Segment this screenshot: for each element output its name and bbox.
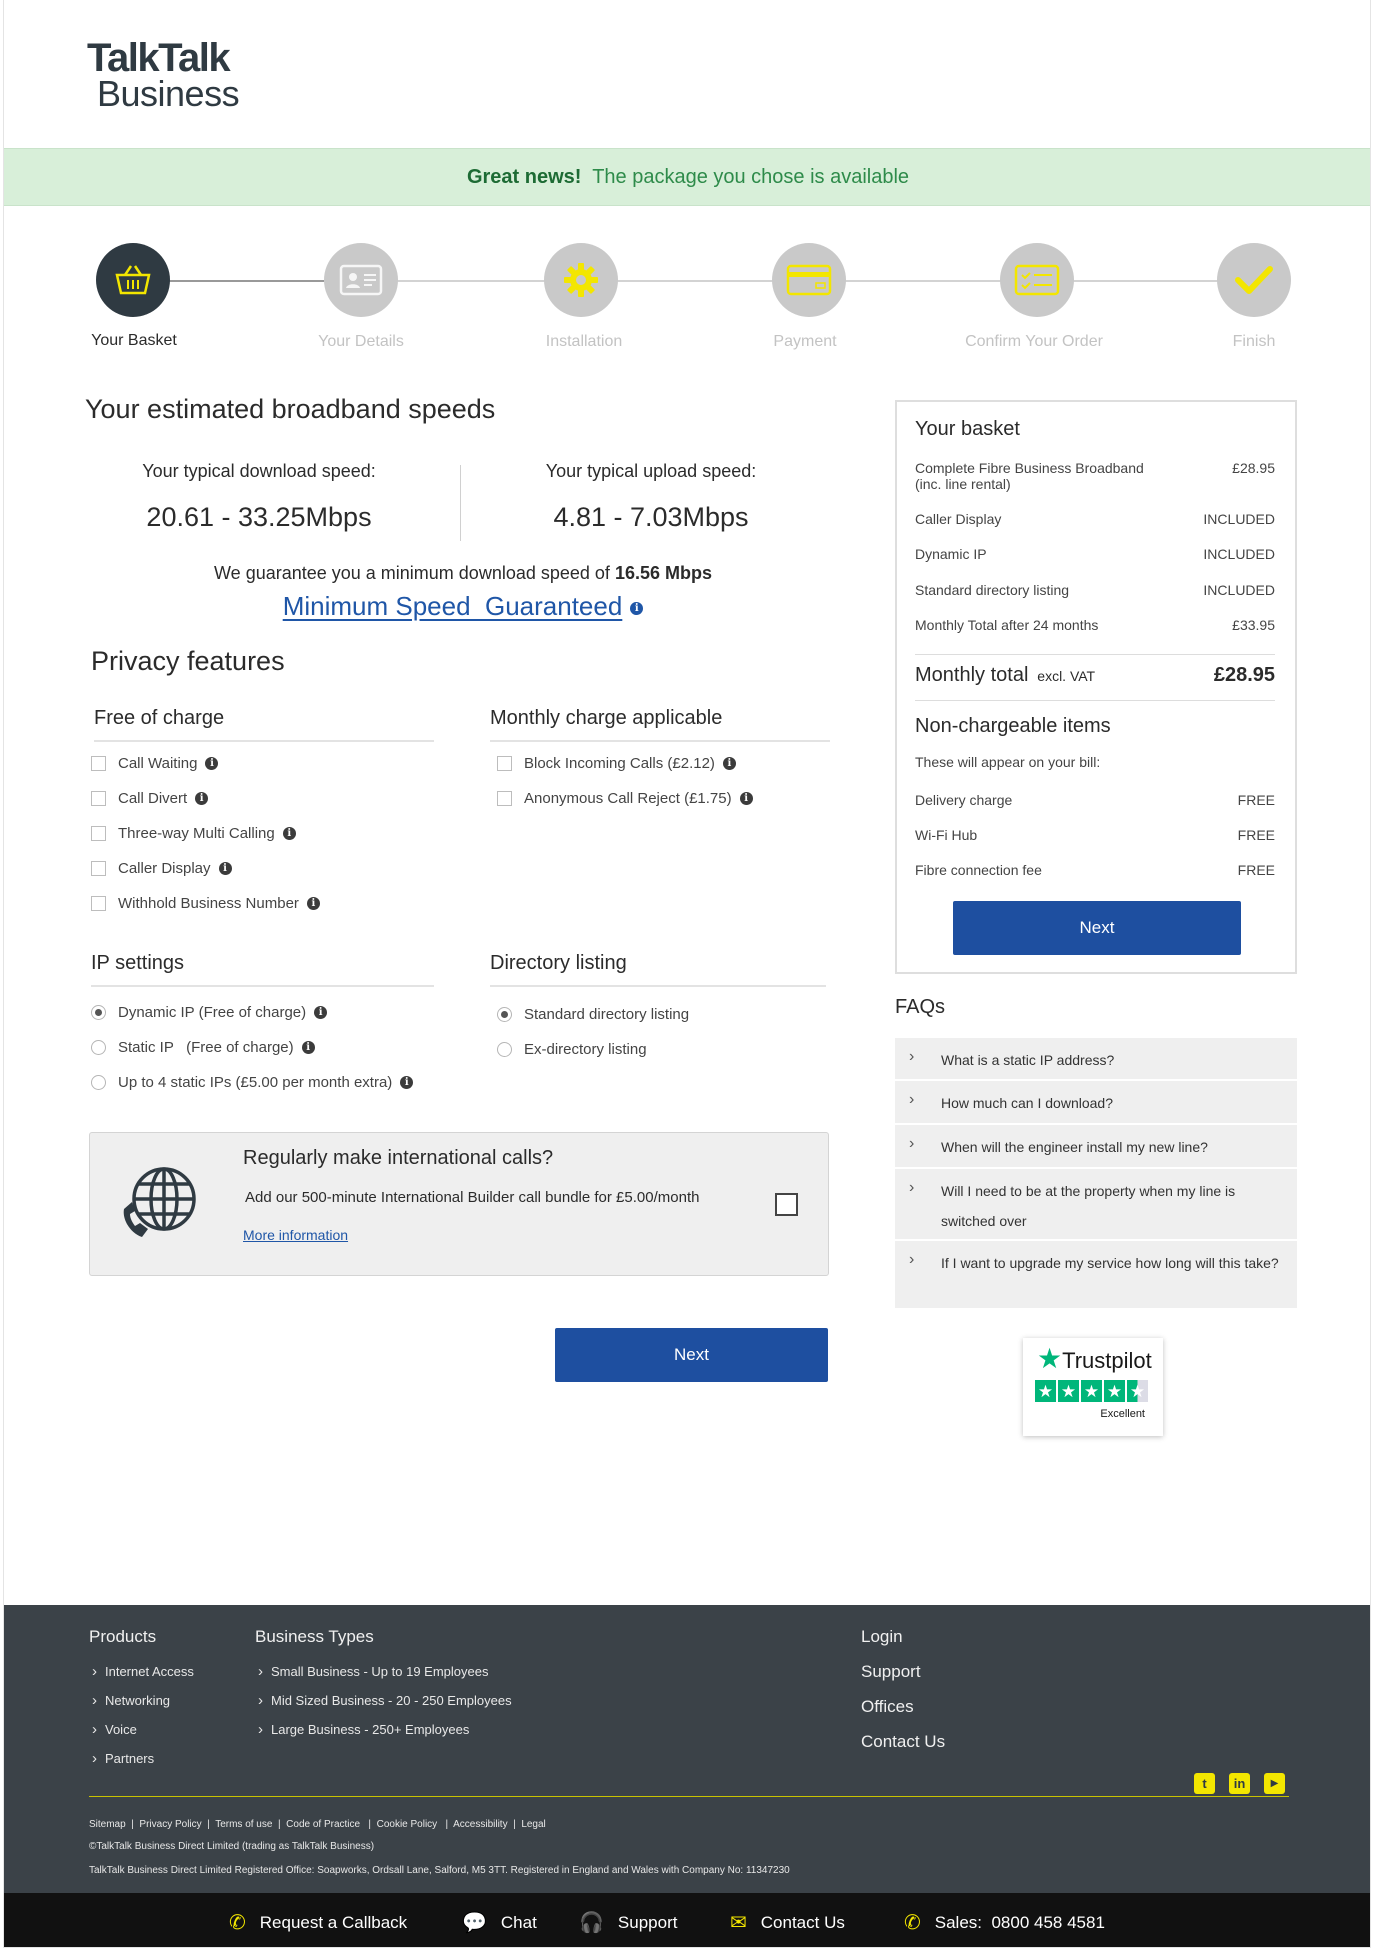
footer-support[interactable]: Support bbox=[861, 1662, 921, 1681]
opt-call-waiting[interactable] bbox=[91, 755, 218, 772]
basket-item-name: Monthly Total after 24 months bbox=[915, 617, 1099, 633]
phone-icon: ✆ bbox=[904, 1912, 921, 1934]
step-finish bbox=[1217, 243, 1291, 317]
info-icon[interactable]: i bbox=[630, 602, 643, 615]
basket-item bbox=[915, 460, 1275, 492]
paid-heading: Monthly charge applicable bbox=[490, 707, 830, 742]
monthly-total-label-group bbox=[915, 664, 1095, 687]
faq-question: What is a static IP address? bbox=[941, 1052, 1115, 1068]
checkbox[interactable] bbox=[91, 791, 106, 806]
checkbox[interactable] bbox=[497, 791, 512, 806]
support[interactable] bbox=[579, 1910, 677, 1935]
basket-item-price: INCLUDED bbox=[1203, 511, 1275, 527]
card-icon bbox=[786, 264, 832, 296]
footer-link-large-business[interactable]: › Large Business - 250+ Employees bbox=[258, 1721, 469, 1738]
dir-standard[interactable] bbox=[497, 1006, 689, 1023]
chevron-right-icon: › bbox=[909, 1179, 915, 1196]
opt-label: Standard directory listing bbox=[524, 1006, 690, 1023]
item-name-line2: (inc. line rental) bbox=[915, 476, 1011, 492]
faq-question bbox=[941, 1176, 1235, 1236]
free-heading: Free of charge bbox=[94, 707, 434, 742]
faq-item[interactable] bbox=[895, 1169, 1297, 1241]
footer-link-small-business[interactable]: › Small Business - Up to 19 Employees bbox=[258, 1663, 488, 1680]
logo-line2: Business bbox=[97, 73, 240, 114]
basket-item bbox=[915, 582, 1275, 598]
item-name: Fibre connection fee bbox=[915, 862, 1042, 878]
step-basket[interactable] bbox=[96, 243, 170, 317]
trustpilot-rating: Excellent bbox=[1100, 1408, 1145, 1420]
guarantee-text: We guarantee you a minimum download speed of bbox=[214, 563, 610, 583]
opt-label: Ex-directory listing bbox=[524, 1041, 647, 1058]
basket-item-price: INCLUDED bbox=[1203, 546, 1275, 562]
step-label-payment: Payment bbox=[773, 333, 837, 350]
faq-item[interactable] bbox=[895, 1125, 1297, 1169]
sales-number: 0800 458 4581 bbox=[991, 1912, 1105, 1932]
legal-code[interactable]: Code of Practice bbox=[286, 1819, 361, 1830]
basket-item-price: £33.95 bbox=[1232, 617, 1275, 633]
info-icon[interactable]: i bbox=[314, 1006, 327, 1019]
info-icon[interactable]: i bbox=[302, 1041, 315, 1054]
checklist-icon bbox=[1014, 264, 1060, 296]
divider bbox=[915, 700, 1275, 701]
talktalk-business-logo[interactable] bbox=[87, 38, 239, 112]
footer-login[interactable]: Login bbox=[861, 1627, 903, 1646]
footer-offices[interactable]: Offices bbox=[861, 1697, 914, 1716]
basket-item-name: Caller Display bbox=[915, 511, 1002, 527]
checkbox[interactable] bbox=[91, 861, 106, 876]
more-information-link[interactable]: More information bbox=[243, 1227, 349, 1243]
privacy-heading: Privacy features bbox=[91, 646, 285, 676]
headset-icon: 🎧 bbox=[579, 1912, 604, 1934]
opt-label: Block Incoming Calls (£2.12) bbox=[524, 755, 715, 772]
vat-note: excl. VAT bbox=[1037, 668, 1096, 684]
gear-icon bbox=[561, 260, 601, 300]
international-promo bbox=[89, 1132, 829, 1276]
checkbox[interactable] bbox=[91, 896, 106, 911]
twitter-icon[interactable]: t bbox=[1194, 1773, 1215, 1794]
basket-item bbox=[915, 511, 1275, 527]
info-icon[interactable]: i bbox=[723, 757, 736, 770]
opt-label: Call Waiting bbox=[118, 755, 198, 772]
footer-link-partners[interactable]: › Partners bbox=[92, 1750, 154, 1767]
faqs-heading: FAQs bbox=[895, 996, 946, 1018]
monthly-total-value: £28.95 bbox=[1213, 664, 1275, 686]
banner-strong: Great news! bbox=[466, 166, 582, 188]
intl-desc: Add our 500-minute International Builder call bundle for £5.00/month bbox=[245, 1189, 700, 1206]
availability-banner bbox=[4, 148, 1371, 206]
info-icon[interactable]: i bbox=[307, 897, 320, 910]
phone-icon: ✆ bbox=[229, 1912, 246, 1934]
basket-icon bbox=[113, 263, 153, 297]
upload-label: Your typical upload speed: bbox=[545, 461, 757, 481]
basket-item-name: Dynamic IP bbox=[915, 546, 987, 562]
star-icon: ★ bbox=[1037, 1382, 1054, 1402]
id-card-icon bbox=[339, 264, 383, 296]
guarantee-value: 16.56 Mbps bbox=[614, 563, 712, 583]
checkbox[interactable] bbox=[91, 826, 106, 841]
footer-link-internet-access[interactable]: › Internet Access bbox=[92, 1663, 194, 1680]
star-icon: ★ bbox=[1129, 1382, 1146, 1402]
footer-contact-us[interactable]: Contact Us bbox=[861, 1732, 946, 1751]
chevron-right-icon: › bbox=[909, 1135, 915, 1152]
chevron-right-icon: › bbox=[909, 1048, 915, 1065]
item-name: Wi-Fi Hub bbox=[915, 827, 978, 843]
banner-text: The package you chose is available bbox=[592, 166, 910, 188]
monthly-total-label: Monthly total bbox=[915, 664, 1029, 686]
opt-label: Anonymous Call Reject (£1.75) bbox=[524, 790, 732, 807]
trustpilot-badge[interactable] bbox=[1023, 1338, 1163, 1436]
item-price: FREE bbox=[1237, 827, 1275, 843]
chat-bubble-icon: 💬 bbox=[462, 1912, 487, 1934]
youtube-icon[interactable]: ▶ bbox=[1264, 1773, 1285, 1794]
step-label-details: Your Details bbox=[318, 333, 404, 350]
legal-terms[interactable]: Terms of use bbox=[215, 1819, 273, 1830]
legal-cookie[interactable]: Cookie Policy bbox=[376, 1819, 438, 1830]
contact-label: Contact Us bbox=[760, 1912, 845, 1932]
footer bbox=[4, 1605, 1371, 1893]
info-icon[interactable]: i bbox=[400, 1076, 413, 1089]
step-label-installation: Installation bbox=[545, 333, 623, 350]
chat-label: Chat bbox=[500, 1912, 537, 1932]
faq-list bbox=[895, 1038, 1297, 1308]
speeds-divider bbox=[460, 465, 461, 541]
footer-link-mid-business[interactable]: › Mid Sized Business - 20 - 250 Employees bbox=[258, 1692, 512, 1709]
basket-panel bbox=[895, 400, 1297, 974]
basket-title: Your basket bbox=[915, 418, 1020, 440]
item-price: FREE bbox=[1237, 862, 1275, 878]
step-label-finish: Finish bbox=[1232, 333, 1276, 350]
chevron-right-icon: › bbox=[909, 1091, 915, 1108]
checkbox[interactable] bbox=[91, 756, 106, 771]
basket-item bbox=[915, 617, 1275, 633]
item-price: FREE bbox=[1237, 792, 1275, 808]
step-label-basket: Your Basket bbox=[91, 332, 177, 349]
checkbox[interactable] bbox=[497, 756, 512, 771]
opt-label: Caller Display bbox=[118, 860, 211, 877]
trustpilot-name: Trustpilot bbox=[1062, 1348, 1152, 1373]
step-label-confirm: Confirm Your Order bbox=[965, 333, 1103, 350]
speeds-heading: Your estimated broadband speeds bbox=[85, 394, 496, 424]
radio-button[interactable] bbox=[91, 1040, 106, 1055]
envelope-icon: ✉ bbox=[730, 1912, 747, 1934]
basket-item-price: £28.95 bbox=[1232, 460, 1275, 476]
request-callback[interactable] bbox=[229, 1910, 407, 1935]
faq-question-line1: Will I need to be at the property when my line is bbox=[941, 1183, 1236, 1199]
opt-label: Withhold Business Number bbox=[118, 895, 299, 912]
chevron-right-icon: › bbox=[909, 1251, 915, 1268]
trustpilot-stars-icon bbox=[1035, 1380, 1151, 1405]
next-button[interactable]: Next bbox=[555, 1328, 828, 1382]
nonchargeable-item bbox=[915, 792, 1275, 808]
ip-heading: IP settings bbox=[91, 952, 434, 987]
star-icon: ★ bbox=[1060, 1382, 1077, 1402]
trustpilot-logo bbox=[1037, 1342, 1152, 1375]
contact-us[interactable] bbox=[730, 1910, 845, 1935]
footer-link-voice[interactable]: › Voice bbox=[92, 1721, 137, 1738]
info-icon[interactable]: i bbox=[205, 757, 218, 770]
basket-item-price: INCLUDED bbox=[1203, 582, 1275, 598]
ip-static[interactable] bbox=[91, 1039, 315, 1056]
sales-label: Sales: bbox=[934, 1912, 983, 1932]
item-name-line1: Complete Fibre Business Broadband bbox=[915, 460, 1144, 476]
faq-item[interactable] bbox=[895, 1241, 1297, 1308]
opt-caller-display[interactable] bbox=[91, 860, 232, 877]
step-confirm bbox=[1000, 243, 1074, 317]
footer-link-networking[interactable]: › Networking bbox=[92, 1692, 170, 1709]
faq-question: When will the engineer install my new line? bbox=[941, 1139, 1208, 1155]
star-icon: ★ bbox=[1083, 1382, 1100, 1402]
opt-label: Three-way Multi Calling bbox=[118, 825, 275, 842]
directory-heading: Directory listing bbox=[490, 952, 826, 987]
ip-dynamic[interactable] bbox=[91, 1004, 327, 1021]
faq-item[interactable] bbox=[895, 1038, 1297, 1081]
copyright: ©TalkTalk Business Direct Limited (trading as TalkTalk Business) bbox=[89, 1841, 375, 1852]
radio-button[interactable] bbox=[91, 1075, 106, 1090]
star-icon: ★ bbox=[1106, 1382, 1123, 1402]
legal-privacy[interactable]: Privacy Policy bbox=[139, 1819, 202, 1830]
basket-item-name bbox=[915, 460, 1144, 492]
step-installation bbox=[544, 243, 618, 317]
intl-title: Regularly make international calls? bbox=[243, 1147, 554, 1169]
products-heading: Products bbox=[89, 1627, 157, 1646]
basket-item-name: Standard directory listing bbox=[915, 582, 1070, 598]
business-types-heading: Business Types bbox=[255, 1627, 374, 1646]
step-payment bbox=[772, 243, 846, 317]
download-value: 20.61 - 33.25Mbps bbox=[146, 502, 372, 532]
nonchargeable-item bbox=[915, 827, 1275, 843]
faq-question: If I want to upgrade my service how long will this take? bbox=[941, 1255, 1279, 1271]
radio-button[interactable] bbox=[497, 1042, 512, 1057]
registered-office: TalkTalk Business Direct Limited Registered Office: Soapworks, Ordsall Lane, Salford, M5 3TT. Registered in England and Wales with Company No: 11347230 bbox=[89, 1865, 790, 1876]
nonchargeable-title: Non-chargeable items bbox=[915, 715, 1111, 737]
monthly-total-row bbox=[915, 664, 1275, 687]
opt-label: Call Divert bbox=[118, 790, 188, 807]
item-name: Delivery charge bbox=[915, 792, 1013, 808]
info-icon[interactable]: i bbox=[219, 862, 232, 875]
ip-four-static[interactable] bbox=[91, 1074, 413, 1091]
faq-question: How much can I download? bbox=[941, 1095, 1113, 1111]
globe-phone-icon bbox=[118, 1161, 200, 1243]
radio-button[interactable] bbox=[91, 1005, 106, 1020]
opt-label: Dynamic IP (Free of charge) bbox=[118, 1004, 307, 1021]
radio-button[interactable] bbox=[497, 1007, 512, 1022]
opt-call-divert[interactable] bbox=[91, 790, 208, 807]
trustpilot-star-icon: ★ bbox=[1037, 1343, 1063, 1374]
opt-block-incoming[interactable] bbox=[497, 755, 736, 772]
support-label: Support bbox=[617, 1912, 678, 1932]
legal-sitemap[interactable]: Sitemap bbox=[89, 1819, 126, 1830]
basket-next-button[interactable]: Next bbox=[953, 901, 1241, 955]
faq-question-line2: switched over bbox=[941, 1213, 1027, 1229]
divider bbox=[915, 654, 1275, 655]
faq-item[interactable] bbox=[895, 1081, 1297, 1125]
bottom-contact-bar bbox=[4, 1893, 1371, 1948]
info-icon[interactable]: i bbox=[740, 792, 753, 805]
upload-value: 4.81 - 7.03Mbps bbox=[553, 502, 749, 532]
min-speed-link-row bbox=[84, 591, 842, 622]
min-speed-link[interactable]: Minimum Speed Guaranteed bbox=[282, 591, 623, 621]
logo-line1: TalkTalk bbox=[87, 36, 230, 80]
opt-label: Up to 4 static IPs (£5.00 per month extra) bbox=[118, 1074, 393, 1091]
opt-three-way[interactable] bbox=[91, 825, 296, 842]
info-icon[interactable]: i bbox=[195, 792, 208, 805]
check-icon bbox=[1234, 264, 1274, 296]
callback-label: Request a Callback bbox=[259, 1912, 408, 1932]
basket-item bbox=[915, 546, 1275, 562]
nonchargeable-item bbox=[915, 862, 1275, 878]
opt-withhold-number[interactable] bbox=[91, 895, 320, 912]
sales-phone[interactable] bbox=[904, 1910, 1105, 1935]
speed-guarantee bbox=[84, 563, 842, 584]
step-details bbox=[324, 243, 398, 317]
opt-anonymous-reject[interactable] bbox=[497, 790, 753, 807]
legal-legal[interactable]: Legal bbox=[521, 1819, 546, 1830]
nonchargeable-note: These will appear on your bill: bbox=[915, 754, 1101, 770]
opt-label: Static IP (Free of charge) bbox=[118, 1039, 294, 1056]
footer-divider bbox=[89, 1796, 1289, 1797]
legal-links: Sitemap | Privacy Policy | Terms of use | Code of Practice | Cookie Policy | Accessibility | Legal bbox=[89, 1819, 546, 1830]
chat[interactable] bbox=[462, 1910, 537, 1935]
download-label: Your typical download speed: bbox=[142, 461, 376, 481]
dir-ex-directory[interactable] bbox=[497, 1041, 647, 1058]
info-icon[interactable]: i bbox=[283, 827, 296, 840]
linkedin-icon[interactable]: in bbox=[1229, 1773, 1250, 1794]
page-frame bbox=[3, 0, 1371, 1948]
legal-accessibility[interactable]: Accessibility bbox=[453, 1819, 508, 1830]
intl-checkbox[interactable] bbox=[775, 1193, 798, 1216]
